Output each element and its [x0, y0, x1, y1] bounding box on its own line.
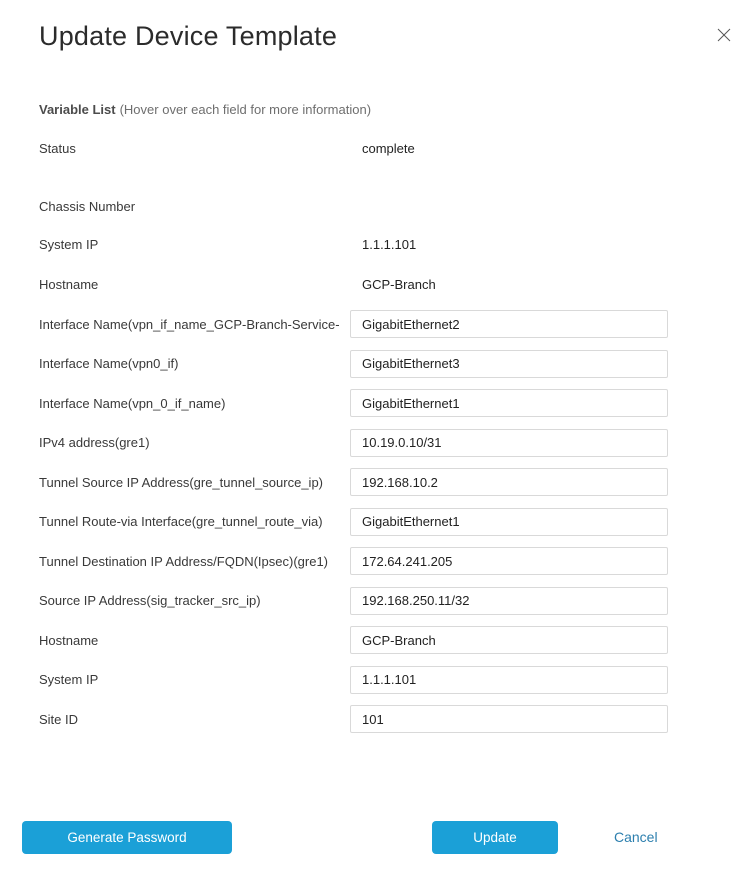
variable-list-label: Variable List	[39, 102, 116, 117]
field-row-interface-name-vpn0-if	[39, 350, 668, 378]
page-title: Update Device Template	[39, 21, 338, 51]
close-icon[interactable]	[716, 26, 734, 44]
field-value: 1.1.1.101	[362, 236, 417, 252]
field-label: Tunnel Route-via Interface(gre_tunnel_route_via)	[39, 514, 323, 529]
hostname-field[interactable]	[350, 626, 668, 654]
field-row-site-id	[39, 705, 668, 733]
site-id-field[interactable]	[350, 705, 668, 733]
field-label: IPv4 address(gre1)	[39, 435, 150, 450]
source-ip-sig-tracker-field[interactable]	[350, 587, 668, 615]
field-row-ipv4-address-gre1	[39, 429, 668, 457]
field-row-interface-name-service-vpn	[39, 310, 668, 338]
field-label: Hostname	[39, 276, 99, 292]
variable-list-heading	[39, 102, 752, 117]
input-rows	[39, 310, 668, 733]
system-ip-field[interactable]	[350, 666, 668, 694]
field-label: System IP	[39, 672, 99, 687]
field-label: Hostname	[39, 632, 99, 648]
field-row-tunnel-destination-ip	[39, 547, 668, 575]
field-row-system-ip	[39, 666, 668, 694]
field-row-interface-name-vpn-0-if-name	[39, 389, 668, 417]
interface-name-service-vpn-field[interactable]	[350, 310, 668, 338]
readonly-row-status	[39, 138, 668, 158]
field-label: Interface Name(vpn0_if)	[39, 356, 179, 371]
field-label: Tunnel Destination IP Address/FQDN(Ipsec)(gre1)	[39, 553, 329, 569]
tunnel-destination-ip-field[interactable]	[350, 547, 668, 575]
field-label: Interface Name(vpn_if_name_GCP-Branch-Service-	[39, 316, 340, 332]
tunnel-route-via-interface-field[interactable]	[350, 508, 668, 536]
field-value: GCP-Branch	[362, 276, 436, 292]
cancel-button[interactable]: Cancel	[614, 821, 658, 854]
field-label: System IP	[39, 236, 99, 252]
field-row-source-ip-sig-tracker	[39, 587, 668, 615]
x-icon	[716, 27, 732, 43]
generate-password-button[interactable]: Generate Password	[22, 821, 232, 854]
update-device-template-dialog	[0, 21, 752, 886]
field-row-hostname	[39, 626, 668, 654]
field-value: complete	[362, 140, 415, 156]
readonly-row-system-ip	[39, 234, 668, 254]
variable-list	[39, 138, 668, 733]
field-label: Status	[39, 140, 76, 156]
dialog-footer	[0, 821, 752, 854]
field-row-tunnel-source-ip	[39, 468, 668, 496]
interface-name-vpn0-if-field[interactable]	[350, 350, 668, 378]
field-label: Tunnel Source IP Address(gre_tunnel_source_ip)	[39, 474, 324, 490]
readonly-row-hostname	[39, 274, 668, 294]
tunnel-source-ip-field[interactable]	[350, 468, 668, 496]
readonly-row-chassis-number	[39, 196, 668, 216]
field-label: Site ID	[39, 711, 79, 727]
variable-list-note: (Hover over each field for more information)	[119, 102, 372, 117]
field-label: Interface Name(vpn_0_if_name)	[39, 395, 226, 411]
field-label: Chassis Number	[39, 198, 136, 214]
field-label: Source IP Address(sig_tracker_src_ip)	[39, 593, 261, 608]
field-row-tunnel-route-via-interface	[39, 508, 668, 536]
ipv4-address-gre1-field[interactable]	[350, 429, 668, 457]
update-button[interactable]: Update	[432, 821, 558, 854]
interface-name-vpn-0-if-name-field[interactable]	[350, 389, 668, 417]
